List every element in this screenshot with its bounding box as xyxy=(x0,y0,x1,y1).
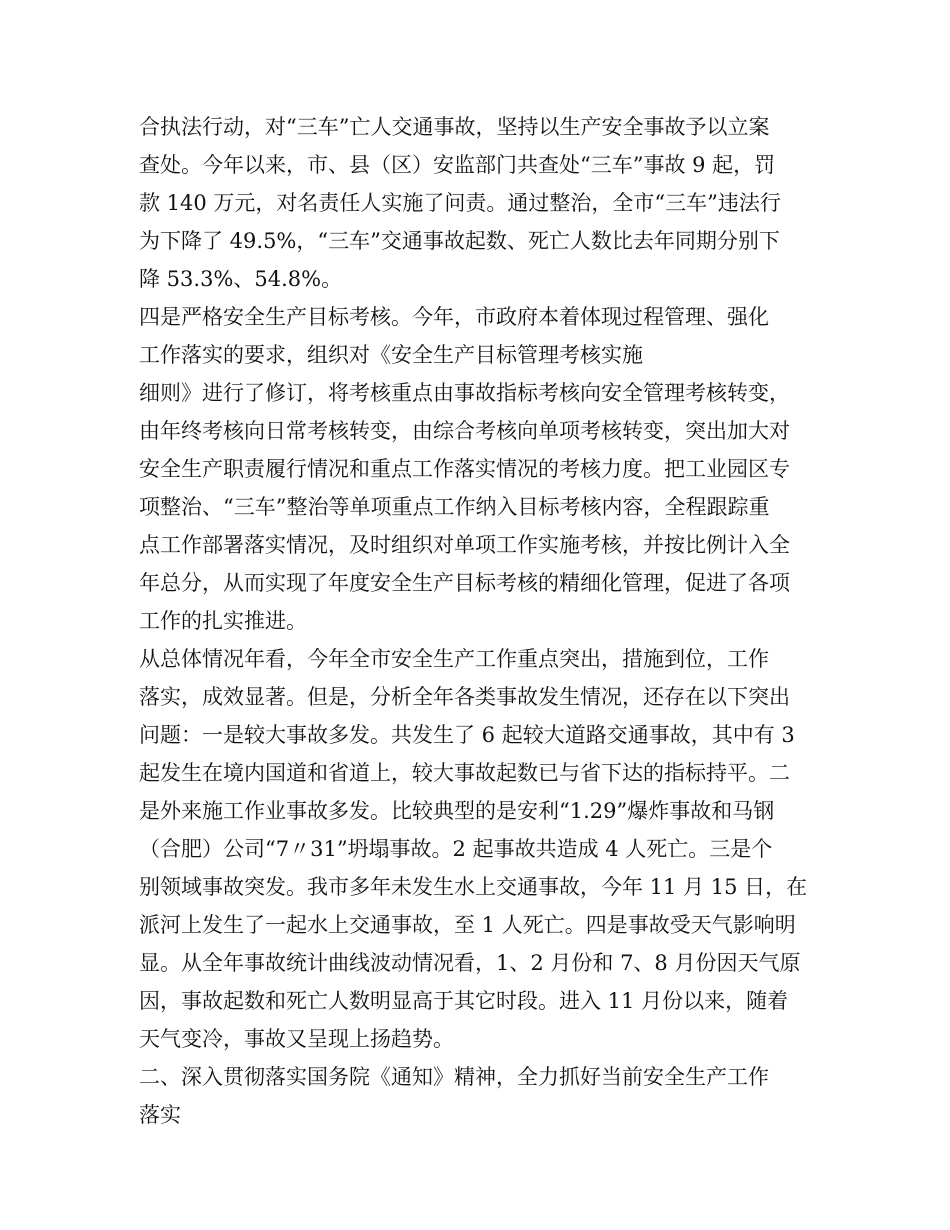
text-line: 由年终考核向日常考核转变，由综合考核向单项考核转变，突出加大对 xyxy=(139,419,790,443)
text-line: 降 53.3%、54.8%。 xyxy=(139,267,343,291)
text-line: 为下降了 49.5%，“三车”交通事故起数、死亡人数比去年同期分别下 xyxy=(139,229,780,253)
text-line: 落实 xyxy=(139,1103,181,1127)
text-line: 落实，成效显著。但是，分析全年各类事故发生情况，还存在以下突出 xyxy=(139,685,790,709)
text-line: 项整治、“三车”整治等单项重点工作纳入目标考核内容，全程跟踪重 xyxy=(139,495,770,519)
text-line: 工作的扎实推进。 xyxy=(139,609,307,633)
text-line: 二、深入贯彻落实国务院《通知》精神，全力抓好当前安全生产工作 xyxy=(139,1065,769,1089)
text-line: 合执法行动，对“三车”亡人交通事故，坚持以生产安全事故予以立案 xyxy=(139,115,770,139)
text-line: 问题：一是较大事故多发。共发生了 6 起较大道路交通事故，其中有 3 xyxy=(139,723,795,747)
document-body xyxy=(139,108,819,1134)
text-line: 别领域事故突发。我市多年未发生水上交通事故，今年 11 月 15 日，在 xyxy=(139,875,808,899)
text-line: （合肥）公司“7〃31”坍塌事故。2 起事故共造成 4 人死亡。三是个 xyxy=(139,837,773,861)
text-line: 查处。今年以来，市、县（区）安监部门共查处“三车”事故 9 起，罚 xyxy=(139,153,776,177)
text-line: 点工作部署落实情况，及时组织对单项工作实施考核，并按比例计入全 xyxy=(139,533,790,557)
text-line: 天气变冷，事故又呈现上扬趋势。 xyxy=(139,1027,454,1051)
text-line: 年总分，从而实现了年度安全生产目标考核的精细化管理，促进了各项 xyxy=(139,571,790,595)
text-line: 派河上发生了一起水上交通事故，至 1 人死亡。四是事故受天气影响明 xyxy=(139,913,796,937)
text-line: 是外来施工作业事故多发。比较典型的是安利“1.29”爆炸事故和马钢 xyxy=(139,799,775,823)
text-line: 起发生在境内国道和省道上，较大事故起数已与省下达的指标持平。二 xyxy=(139,761,790,785)
text-line: 从总体情况年看，今年全市安全生产工作重点突出，措施到位，工作 xyxy=(139,647,769,671)
text-line: 因，事故起数和死亡人数明显高于其它时段。进入 11 月份以来，随着 xyxy=(139,989,789,1013)
text-line: 款 140 万元，对名责任人实施了问责。通过整治，全市“三车”违法行 xyxy=(139,191,781,215)
text-line: 工作落实的要求，组织对《安全生产目标管理考核实施 xyxy=(139,343,643,367)
text-line: 显。从全年事故统计曲线波动情况看，1、2 月份和 7、8 月份因天气原 xyxy=(139,951,801,975)
text-line: 四是严格安全生产目标考核。今年，市政府本着体现过程管理、强化 xyxy=(139,305,769,329)
text-line: 细则》进行了修订，将考核重点由事故指标考核向安全管理考核转变， xyxy=(139,381,790,405)
text-line: 安全生产职责履行情况和重点工作落实情况的考核力度。把工业园区专 xyxy=(139,457,790,481)
